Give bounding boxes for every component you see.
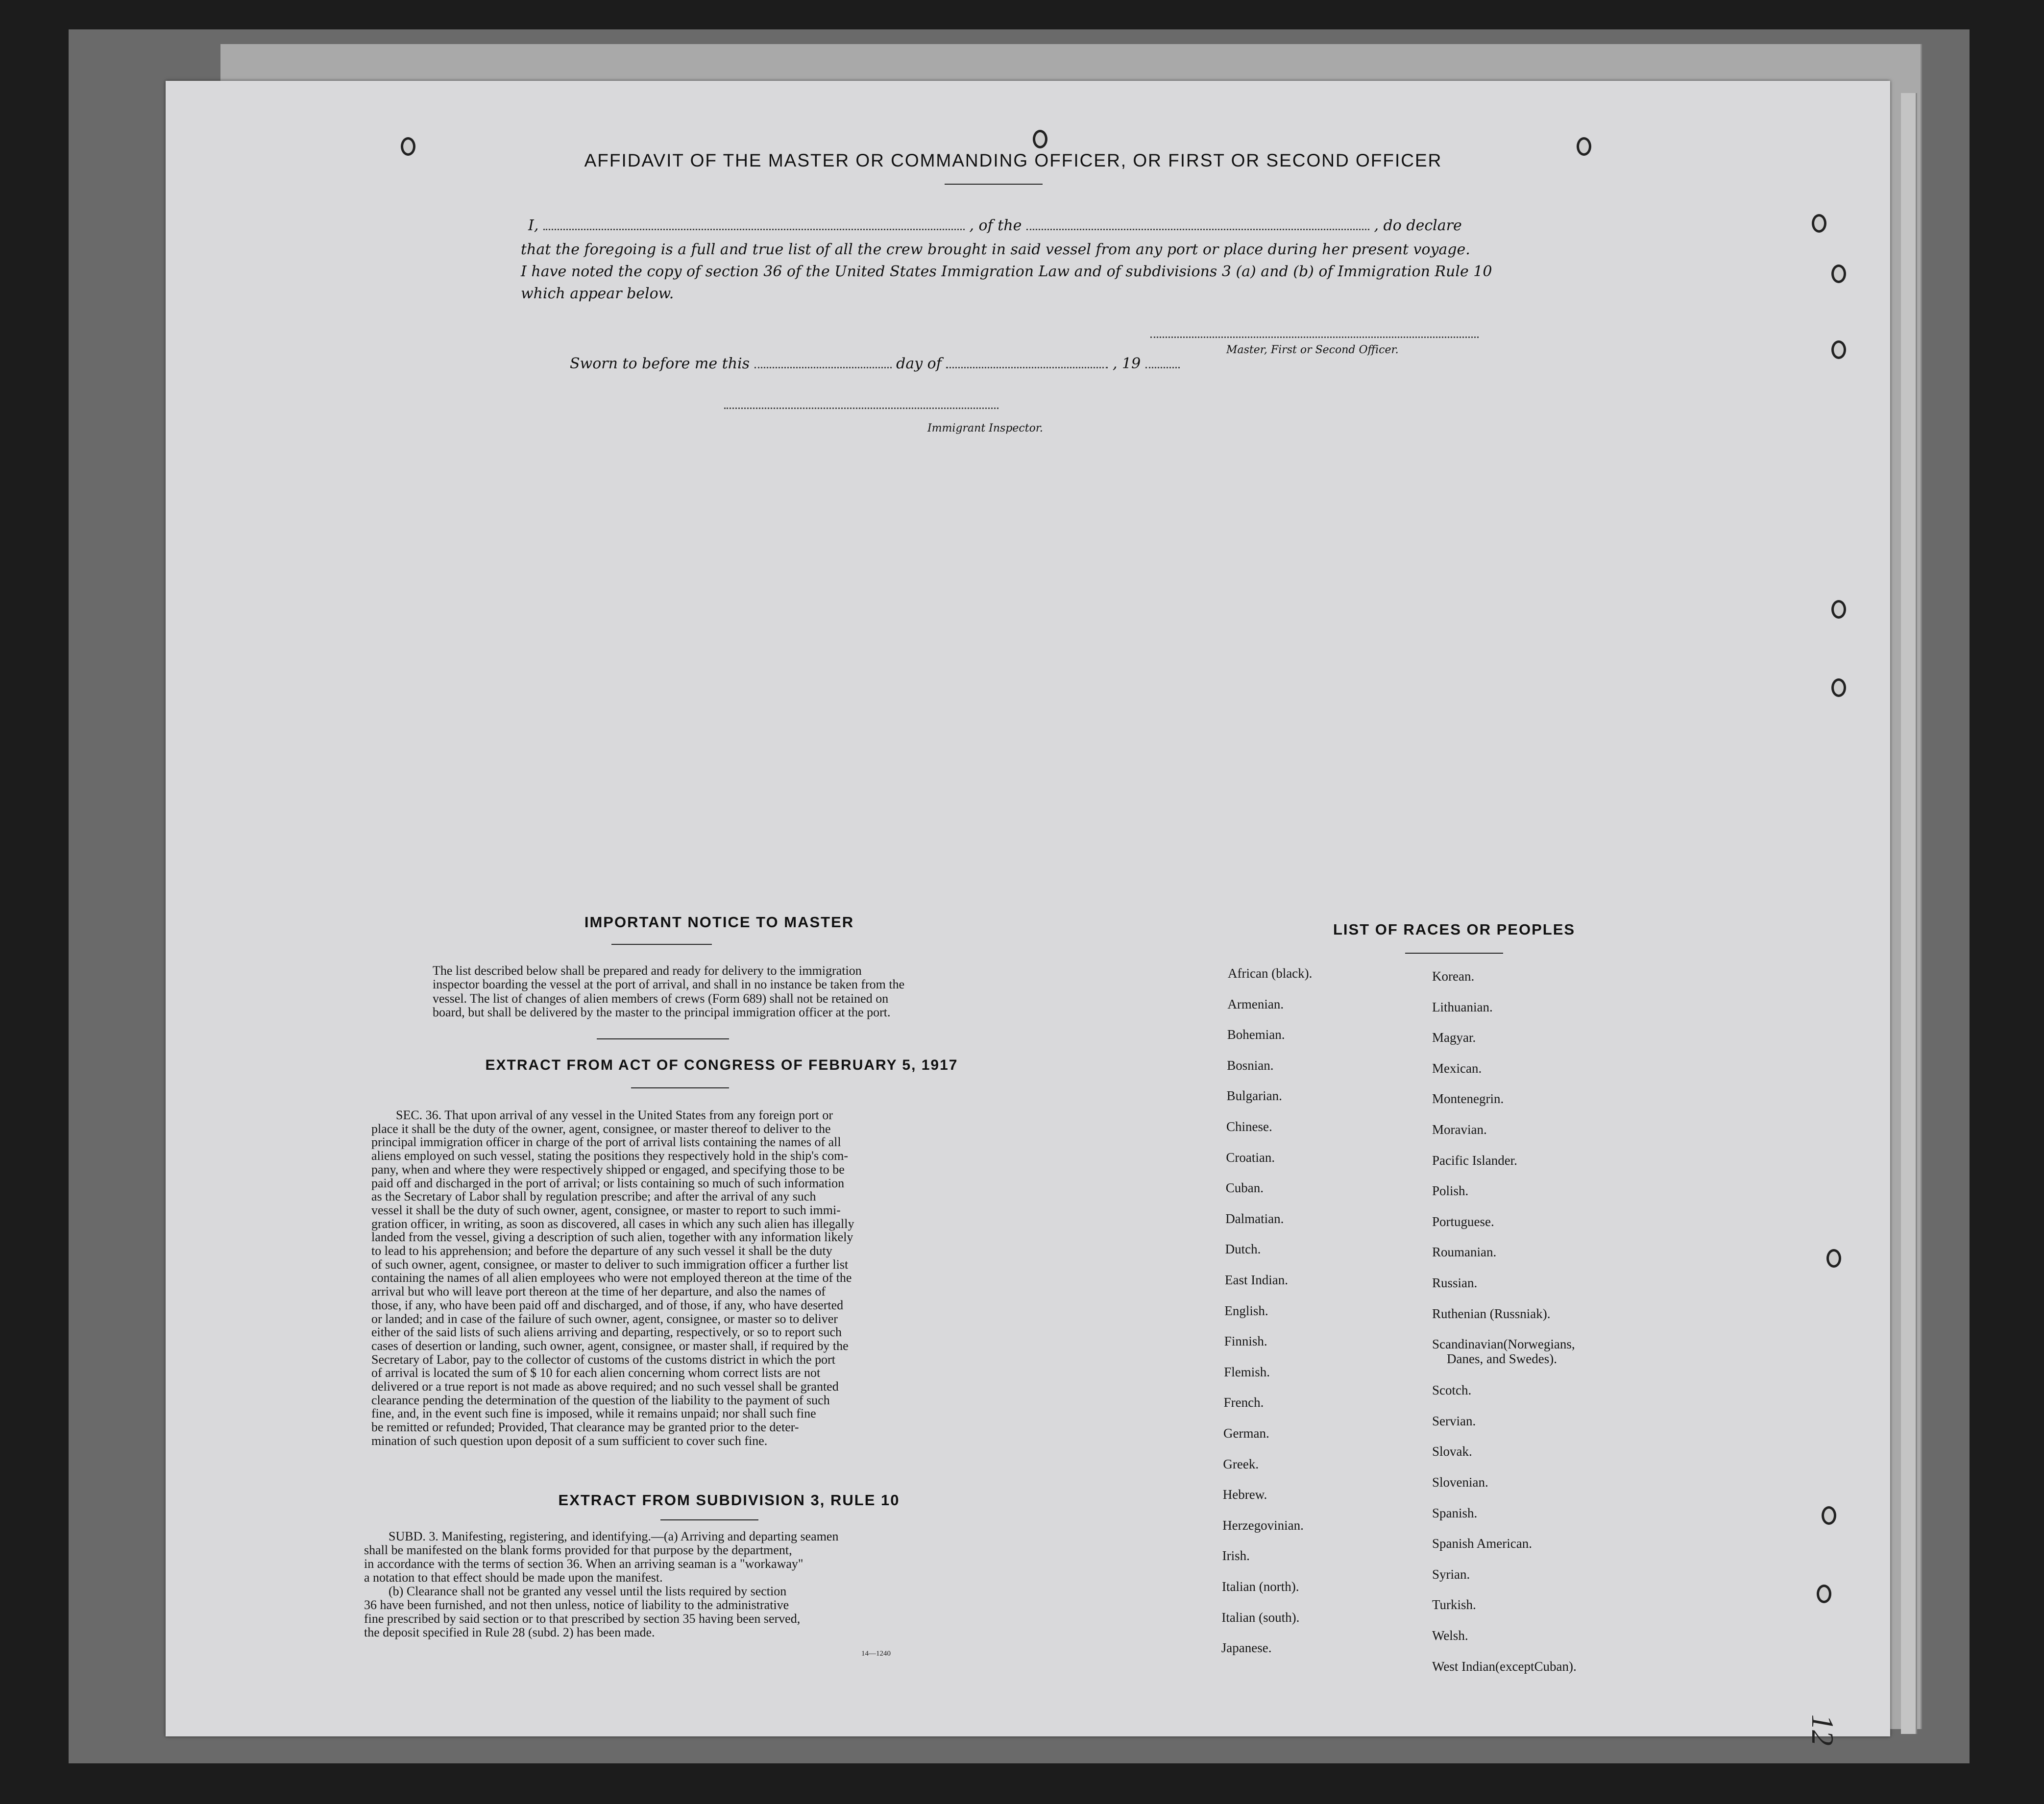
act-line: aliens employed on such vessel, stating the positions they respectively hold in the ship's com- bbox=[371, 1149, 849, 1163]
do-declare-label: , do declare bbox=[1374, 217, 1462, 234]
act-heading: EXTRACT FROM ACT OF CONGRESS OF FEBRUARY 5, 1917 bbox=[485, 1057, 958, 1073]
notice-line: The list described below shall be prepared and ready for delivery to the immigration bbox=[433, 963, 862, 978]
binder-hole bbox=[1817, 1585, 1831, 1603]
sworn-month-blank[interactable] bbox=[946, 367, 1108, 368]
rule-underline bbox=[660, 1519, 758, 1520]
binder-hole bbox=[1033, 130, 1047, 148]
sworn-line bbox=[570, 355, 1180, 372]
act-line: or landed; and in case of the failure of such owner, agent, consignee, or master so to deliver bbox=[371, 1311, 838, 1326]
form-number: 14—1240 bbox=[861, 1650, 891, 1658]
race-item: Hebrew. bbox=[1222, 1487, 1267, 1502]
race-item: Greek. bbox=[1223, 1456, 1259, 1471]
sworn-day-blank[interactable] bbox=[754, 367, 892, 368]
race-item: Roumanian. bbox=[1432, 1245, 1497, 1260]
race-item: Pacific Islander. bbox=[1432, 1153, 1517, 1168]
act-line: either of the said lists of such aliens arriving and departing, respectively, or so to report such bbox=[371, 1325, 842, 1340]
act-line: fine, and, in the event such fine is imposed, while it remains unpaid; nor shall such fine bbox=[371, 1406, 816, 1421]
act-line: be remitted or refunded; Provided, That clearance may be granted prior to the deter- bbox=[371, 1420, 799, 1435]
race-item: Dutch. bbox=[1225, 1242, 1261, 1257]
page-mark: 12 bbox=[1805, 1714, 1840, 1746]
binder-hole bbox=[1826, 1249, 1841, 1268]
race-item: Servian. bbox=[1432, 1413, 1476, 1428]
heading-underline bbox=[945, 184, 1043, 185]
race-item: Italian (south). bbox=[1221, 1610, 1300, 1625]
sworn-year-blank[interactable] bbox=[1145, 367, 1180, 368]
act-line: containing the names of all alien employees who were not employed thereon at the time of the bbox=[371, 1271, 852, 1285]
act-line: SEC. 36. That upon arrival of any vessel in the United States from any foreign port or bbox=[396, 1108, 833, 1122]
rule-line: a notation to that effect should be made upon the manifest. bbox=[364, 1570, 663, 1585]
i-label: I, bbox=[528, 217, 539, 234]
act-line: place it shall be the duty of the owner, agent, consignee, or master thereof to deliver to the bbox=[371, 1121, 831, 1136]
race-item: French. bbox=[1223, 1395, 1264, 1410]
race-item: Spanish. bbox=[1432, 1505, 1478, 1520]
race-item: Montenegrin. bbox=[1432, 1091, 1504, 1106]
binder-hole bbox=[1831, 600, 1846, 619]
race-item: Korean. bbox=[1432, 969, 1475, 984]
sworn-label: Sworn to before me this bbox=[570, 355, 750, 372]
act-line: Secretary of Labor, pay to the collector of customs of the customs district in which the port bbox=[371, 1352, 835, 1367]
race-item: Magyar. bbox=[1432, 1030, 1476, 1045]
notice-divider bbox=[597, 1038, 729, 1039]
act-underline bbox=[631, 1087, 729, 1088]
day-of-label: day of bbox=[896, 355, 942, 372]
rule-line: the deposit specified in Rule 28 (subd. 2) has been made. bbox=[364, 1625, 655, 1639]
notice-line: inspector boarding the vessel at the port of arrival, and shall in no instance be taken from the bbox=[433, 977, 905, 992]
act-line: gration officer, in writing, as soon as discovered, all cases in which any such alien has illegally bbox=[371, 1216, 854, 1231]
race-item: Danes, and Swedes). bbox=[1447, 1351, 1557, 1367]
race-item: Italian (north). bbox=[1222, 1579, 1299, 1594]
of-the-label: , of the bbox=[969, 217, 1022, 234]
act-line: mination of such question upon deposit of a sum sufficient to cover such fine. bbox=[371, 1433, 768, 1448]
race-item: Cuban. bbox=[1225, 1180, 1264, 1196]
rule-heading: EXTRACT FROM SUBDIVISION 3, RULE 10 bbox=[558, 1491, 900, 1509]
act-line: paid off and discharged in the port of arrival; or lists containing so much of such information bbox=[371, 1176, 845, 1190]
year-prefix: , 19 bbox=[1112, 355, 1141, 372]
binder-hole bbox=[1831, 340, 1846, 359]
race-item: Lithuanian. bbox=[1432, 999, 1493, 1014]
binder-hole bbox=[1812, 214, 1826, 233]
race-item: Moravian. bbox=[1432, 1122, 1487, 1137]
race-item: English. bbox=[1224, 1303, 1268, 1318]
act-line: those, if any, who have been paid off and discharged, and of those, if any, who have deserted bbox=[371, 1298, 844, 1312]
race-item: Finnish. bbox=[1224, 1334, 1267, 1349]
master-caption: Master, First or Second Officer. bbox=[1226, 344, 1399, 356]
binder-hole bbox=[1831, 265, 1846, 283]
race-item: African (black). bbox=[1228, 966, 1313, 981]
rule-line: fine prescribed by said section or to that prescribed by section 35 having been served, bbox=[364, 1612, 801, 1626]
master-signature-blank[interactable] bbox=[1150, 336, 1479, 338]
act-line: of arrival is located the sum of $ 10 for each alien concerning whom correct lists are not bbox=[371, 1366, 821, 1380]
race-item: German. bbox=[1223, 1426, 1269, 1441]
race-item: Ruthenian (Russniak). bbox=[1432, 1306, 1551, 1321]
affidavit-line-3: I have noted the copy of section 36 of the United States Immigration Law and of subdivisions 3 (a) and (b) of Immigration Rule 10 bbox=[521, 263, 1492, 280]
race-item: Scotch. bbox=[1432, 1383, 1472, 1398]
rule-line: 36 have been furnished, and not then unless, notice of liability to the administrative bbox=[364, 1598, 789, 1612]
race-item: Portuguese. bbox=[1432, 1214, 1494, 1229]
race-item: Dalmatian. bbox=[1225, 1211, 1284, 1226]
act-line: cases of desertion or landing, such owner, agent, consignee, or master shall, if required by the bbox=[371, 1338, 849, 1353]
act-line: arrival but who will leave port thereon at the time of her departure, and also the names of bbox=[371, 1284, 826, 1299]
act-paragraph bbox=[371, 1108, 1116, 1448]
binder-hole bbox=[1831, 678, 1846, 697]
notice-line: board, but shall be delivered by the master to the principal immigration officer at the port. bbox=[433, 1005, 891, 1020]
act-line: principal immigration officer in charge of the port of arrival lists containing the names of all bbox=[371, 1135, 841, 1150]
act-line: pany, when and where they were respectively shipped or engaged, and specifying those to be bbox=[371, 1162, 845, 1177]
underlying-sheet-edge bbox=[1901, 93, 1917, 1734]
rule-line: SUBD. 3. Manifesting, registering, and identifying.—(a) Arriving and departing seamen bbox=[389, 1529, 839, 1543]
race-item: Bohemian. bbox=[1227, 1027, 1285, 1042]
notice-paragraph bbox=[408, 964, 1123, 1020]
race-item: Mexican. bbox=[1432, 1060, 1482, 1076]
race-item: Bosnian. bbox=[1227, 1058, 1274, 1073]
form-page bbox=[166, 81, 1890, 1746]
race-item: Croatian. bbox=[1226, 1150, 1275, 1165]
act-line: delivered or a true report is not made as above required; and no such vessel shall be granted bbox=[371, 1379, 839, 1394]
race-item: Bulgarian. bbox=[1226, 1088, 1282, 1104]
race-item: Scandinavian(Norwegians, bbox=[1432, 1337, 1575, 1352]
race-item: Spanish American. bbox=[1432, 1536, 1532, 1551]
races-underline bbox=[1405, 953, 1503, 954]
notice-heading: IMPORTANT NOTICE TO MASTER bbox=[584, 914, 854, 931]
act-line: landed from the vessel, giving a description of such alien, together with any information likely bbox=[371, 1230, 853, 1245]
rule-line: (b) Clearance shall not be granted any vessel until the lists required by section bbox=[389, 1584, 787, 1598]
race-item: Herzegovinian. bbox=[1222, 1517, 1304, 1533]
race-item: Chinese. bbox=[1226, 1119, 1272, 1134]
notice-line: vessel. The list of changes of alien members of crews (Form 689) shall not be retained on bbox=[433, 991, 889, 1006]
binder-hole bbox=[1822, 1506, 1836, 1525]
race-item: Slovenian. bbox=[1432, 1475, 1488, 1490]
race-item: Russian. bbox=[1432, 1275, 1478, 1290]
affidavit-line-2: that the foregoing is a full and true list of all the crew brought in said vessel from any port or place during her present voyage. bbox=[521, 241, 1470, 258]
race-item: West Indian(exceptCuban). bbox=[1432, 1659, 1577, 1674]
act-line: to lead to his apprehension; and before the departure of any such vessel it shall be the duty bbox=[371, 1244, 832, 1258]
race-item: Armenian. bbox=[1227, 996, 1284, 1011]
affidavit-line-1 bbox=[528, 217, 1650, 234]
race-item: Irish. bbox=[1222, 1548, 1250, 1563]
act-line: of such owner, agent, consignee, or master to deliver to such immigration officer a further list bbox=[371, 1257, 849, 1272]
inspector-signature-blank[interactable] bbox=[724, 407, 998, 409]
act-line: vessel it shall be the duty of such owner, agent, consignee, or master to report to such immi- bbox=[371, 1203, 841, 1217]
act-line: as the Secretary of Labor shall by regulation prescribe; and after the arrival of any such bbox=[371, 1189, 816, 1204]
act-line: clearance pending the determination of the question of the liability to the payment of such bbox=[371, 1393, 830, 1407]
race-item: Welsh. bbox=[1432, 1628, 1468, 1643]
vessel-blank[interactable] bbox=[1026, 229, 1369, 230]
race-item: Slovak. bbox=[1432, 1444, 1472, 1459]
races-heading: LIST OF RACES OR PEOPLES bbox=[1333, 921, 1576, 938]
race-item: Polish. bbox=[1432, 1183, 1469, 1199]
name-blank[interactable] bbox=[543, 229, 965, 230]
race-item: Flemish. bbox=[1224, 1364, 1270, 1379]
inspector-caption: Immigrant Inspector. bbox=[927, 422, 1043, 434]
race-item: Turkish. bbox=[1432, 1597, 1476, 1612]
race-item: Japanese. bbox=[1221, 1640, 1272, 1656]
race-item: East Indian. bbox=[1225, 1273, 1288, 1287]
affidavit-line-4: which appear below. bbox=[521, 285, 674, 302]
rule-line: in accordance with the terms of section 36. When an arriving seaman is a "workaway" bbox=[364, 1557, 803, 1571]
rule-paragraph bbox=[364, 1530, 1114, 1639]
notice-underline bbox=[611, 944, 712, 945]
race-item: Syrian. bbox=[1432, 1566, 1470, 1582]
affidavit-heading: AFFIDAVIT OF THE MASTER OR COMMANDING OFFICER, OR FIRST OR SECOND OFFICER bbox=[584, 150, 1442, 170]
rule-line: shall be manifested on the blank forms provided for that purpose by the department, bbox=[364, 1543, 792, 1557]
